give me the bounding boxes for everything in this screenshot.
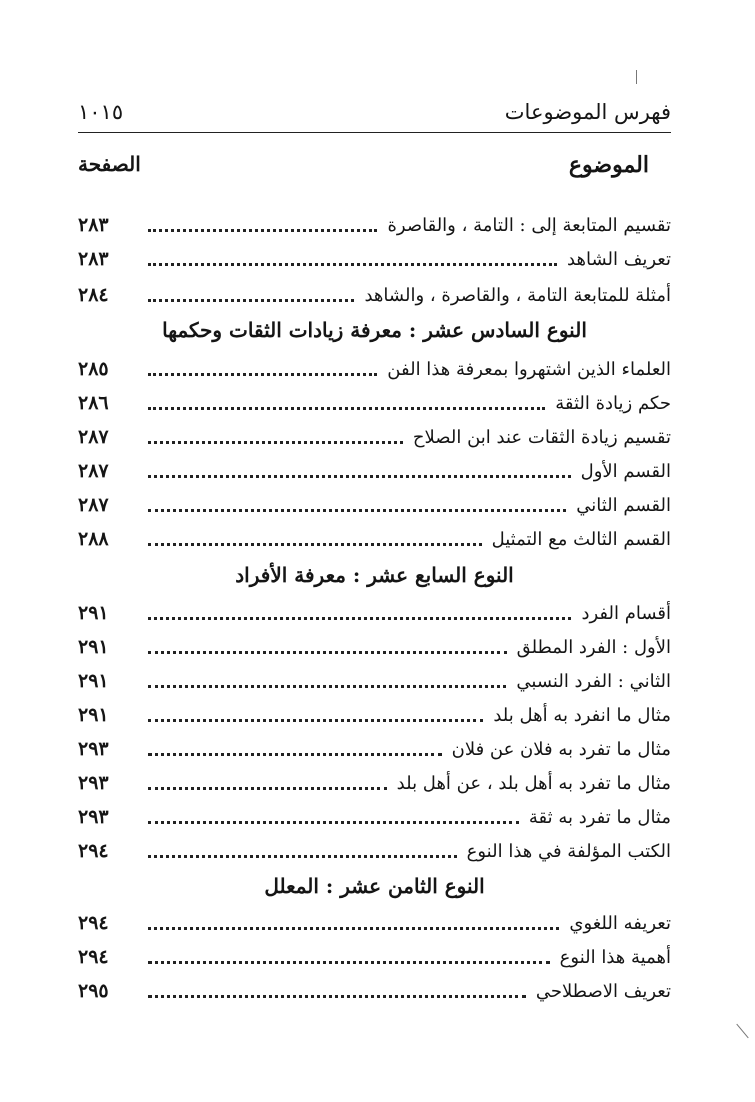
toc-entry[interactable]	[78, 666, 671, 696]
dot-leader	[148, 961, 550, 964]
dot-leader	[148, 617, 571, 620]
entry-page: ٢٩٤	[78, 912, 109, 934]
dot-leader	[148, 263, 557, 266]
entry-page: ٢٨٧	[78, 460, 109, 482]
entry-title: العلماء الذين اشتهروا بمعرفة هذا الفن	[387, 358, 671, 380]
entry-title: حكم زيادة الثقة	[555, 392, 671, 414]
entry-page: ٢٨٤	[78, 284, 109, 306]
toc-entry[interactable]	[78, 456, 671, 486]
entry-title: تعريفه اللغوي	[569, 912, 671, 934]
dot-leader	[148, 299, 354, 302]
dot-leader	[148, 927, 559, 930]
toc-entry[interactable]	[78, 908, 671, 938]
dot-leader	[148, 995, 526, 998]
margin-tick-top	[636, 70, 637, 84]
entry-title: القسم الأول	[580, 460, 671, 482]
entry-title: الأول : الفرد المطلق	[516, 636, 671, 658]
column-topic-label: الموضوع	[568, 152, 649, 178]
entry-page: ٢٩٣	[78, 772, 109, 794]
entry-title: القسم الثالث مع التمثيل	[491, 528, 671, 550]
entry-title: مثال ما انفرد به أهل بلد	[493, 704, 671, 726]
toc-entry[interactable]	[78, 524, 671, 554]
dot-leader	[148, 441, 403, 444]
toc-entry[interactable]	[78, 244, 671, 274]
entry-page: ٢٨٣	[78, 248, 109, 270]
entry-title: تقسيم زيادة الثقات عند ابن الصلاح	[412, 426, 671, 448]
section-heading: النوع السابع عشر : معرفة الأفراد	[235, 563, 514, 587]
entry-page: ٢٩٥	[78, 980, 109, 1002]
entry-page: ٢٩٣	[78, 738, 109, 760]
entry-page: ٢٩٤	[78, 946, 109, 968]
section-heading: النوع الثامن عشر : المعلل	[264, 874, 485, 898]
entry-title: مثال ما تفرد به فلان عن فلان	[451, 738, 671, 760]
entry-page: ٢٩٤	[78, 840, 109, 862]
page-number: ١٠١٥	[78, 100, 124, 124]
dot-leader	[148, 753, 442, 756]
dot-leader	[148, 407, 545, 410]
dot-leader	[148, 475, 571, 478]
toc-entry[interactable]	[78, 768, 671, 798]
dot-leader	[148, 787, 387, 790]
entry-page: ٢٨٥	[78, 358, 109, 380]
entry-page: ٢٩٣	[78, 806, 109, 828]
toc-entry[interactable]	[78, 942, 671, 972]
entry-page: ٢٨٦	[78, 392, 109, 414]
entry-page: ٢٨٨	[78, 528, 109, 550]
entry-page: ٢٩١	[78, 636, 109, 658]
running-title: فهرس الموضوعات	[504, 100, 671, 124]
entry-title: أهمية هذا النوع	[559, 946, 671, 968]
entry-title: أمثلة للمتابعة التامة ، والقاصرة ، والشاهد	[364, 284, 671, 306]
entry-page: ٢٩١	[78, 670, 109, 692]
toc-entry[interactable]	[78, 632, 671, 662]
entry-page: ٢٩١	[78, 602, 109, 624]
dot-leader	[148, 719, 483, 722]
entry-title: مثال ما تفرد به أهل بلد ، عن أهل بلد	[396, 772, 671, 794]
dot-leader	[148, 821, 519, 824]
dot-leader	[148, 373, 377, 376]
toc-entry[interactable]	[78, 280, 671, 310]
entry-title: تعريف الاصطلاحي	[535, 980, 671, 1002]
toc-entry[interactable]	[78, 490, 671, 520]
dot-leader	[148, 229, 377, 232]
entry-title: تعريف الشاهد	[567, 248, 671, 270]
entry-page: ٢٨٧	[78, 426, 109, 448]
running-header	[78, 98, 671, 133]
toc-entry[interactable]	[78, 598, 671, 628]
toc-entry[interactable]	[78, 700, 671, 730]
entry-title: القسم الثاني	[576, 494, 671, 516]
column-headers	[78, 148, 671, 184]
entry-page: ٢٩١	[78, 704, 109, 726]
section-heading: النوع السادس عشر : معرفة زيادات الثقات وحكمها	[162, 318, 587, 342]
entry-page: ٢٨٧	[78, 494, 109, 516]
toc-entry[interactable]	[78, 354, 671, 384]
toc-entry[interactable]	[78, 836, 671, 866]
toc-entry[interactable]	[78, 734, 671, 764]
entry-title: الكتب المؤلفة في هذا النوع	[466, 840, 671, 862]
entry-page: ٢٨٣	[78, 214, 109, 236]
entry-title: مثال ما تفرد به ثقة	[528, 806, 671, 828]
toc-entry[interactable]	[78, 388, 671, 418]
column-page-label: الصفحة	[78, 152, 141, 176]
margin-tick-bottom	[736, 1024, 748, 1038]
dot-leader	[148, 651, 507, 654]
dot-leader	[148, 509, 566, 512]
toc-entry[interactable]	[78, 422, 671, 452]
entry-title: الثاني : الفرد النسبي	[516, 670, 671, 692]
toc-entry[interactable]	[78, 210, 671, 240]
entry-title: تقسيم المتابعة إلى : التامة ، والقاصرة	[387, 214, 671, 236]
dot-leader	[148, 855, 457, 858]
dot-leader	[148, 685, 506, 688]
entry-title: أقسام الفرد	[581, 602, 671, 624]
toc-entry[interactable]	[78, 976, 671, 1006]
toc-entry[interactable]	[78, 802, 671, 832]
dot-leader	[148, 543, 482, 546]
